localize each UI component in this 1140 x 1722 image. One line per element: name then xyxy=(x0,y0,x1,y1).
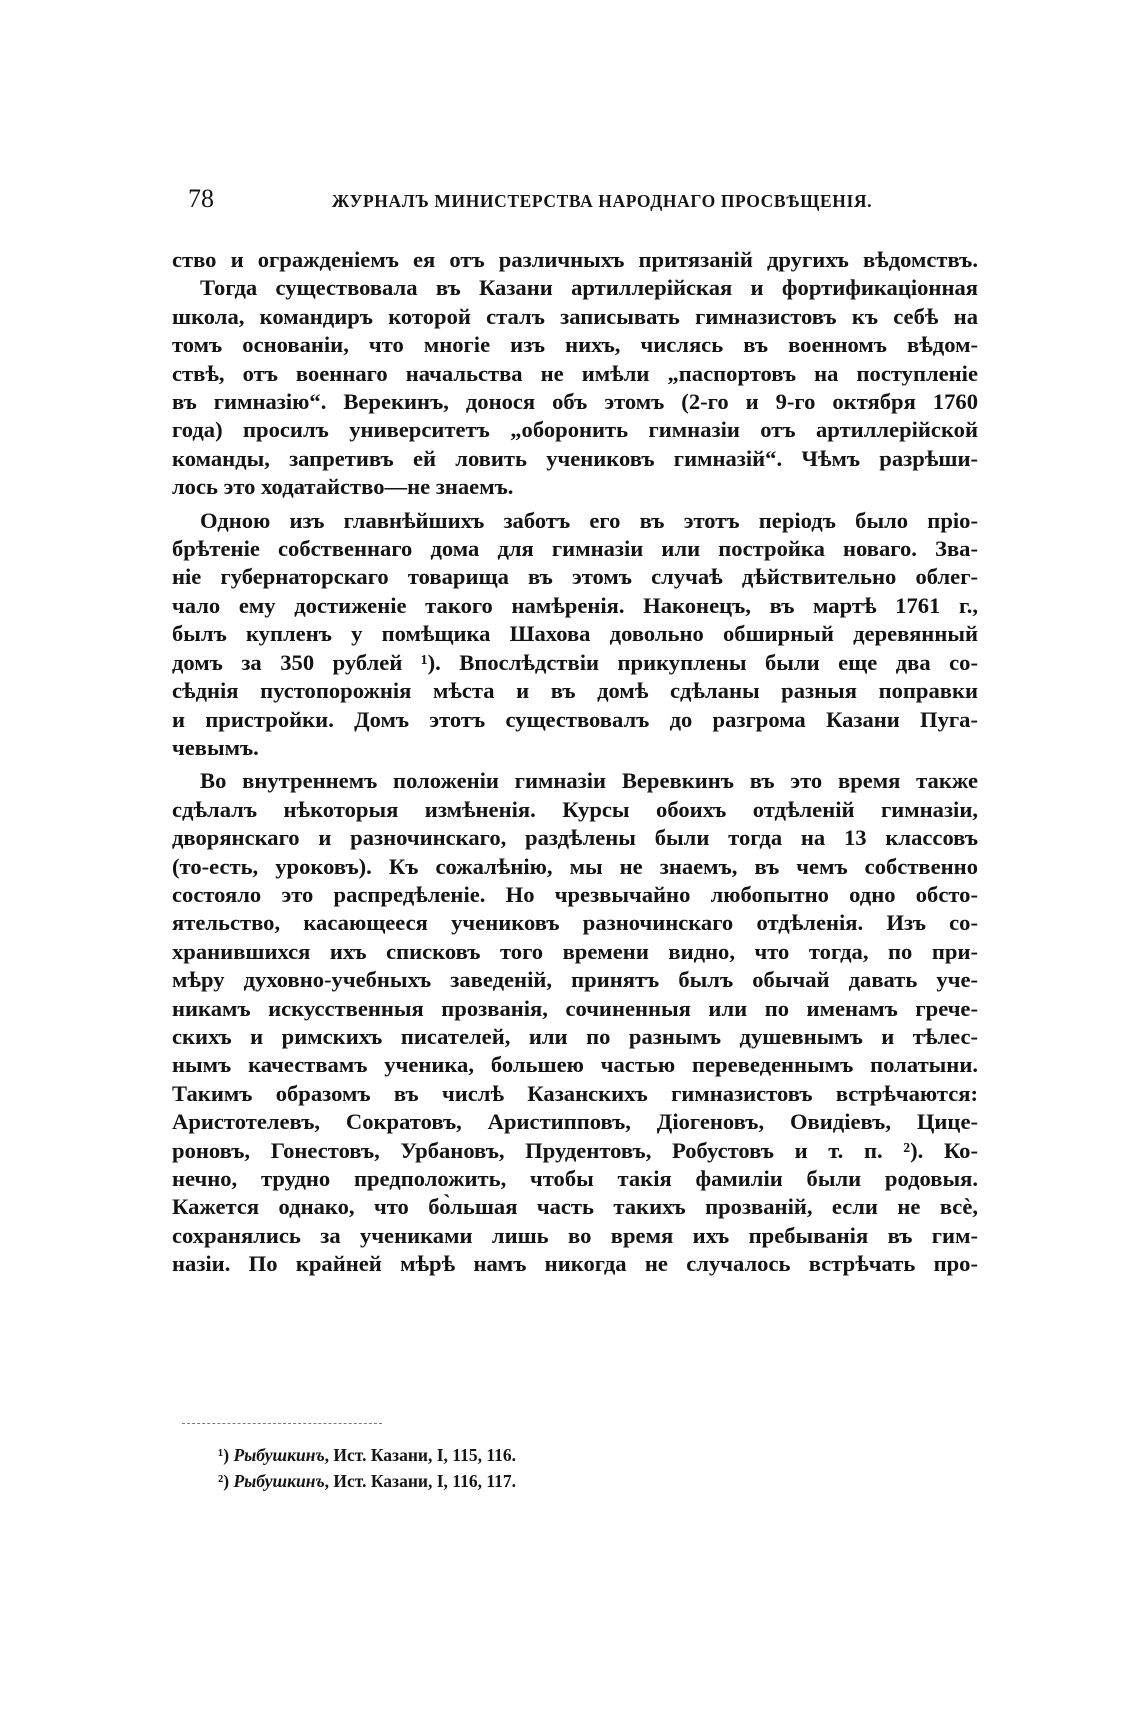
text-line: былъ купленъ у помѣщика Шахова довольно обширный деревянный xyxy=(172,621,978,647)
text-line: сдѣлалъ нѣкоторыя измѣненія. Курсы обоихъ отдѣленій гимназіи, xyxy=(172,796,978,822)
text-line: Во внутреннемъ положеніи гимназіи Веревкинъ въ это время также xyxy=(200,768,978,794)
body-text xyxy=(172,246,978,1279)
footnote-author: Рыбушкинъ xyxy=(233,1445,325,1465)
footnote-reference: , Ист. Казани, I, 115, 116. xyxy=(324,1445,516,1465)
text-line: мѣру духовно-учебныхъ заведеній, принятъ былъ обычай давать уче- xyxy=(172,967,978,993)
text-line: чало ему достиженіе такого намѣренія. Наконецъ, въ мартѣ 1761 г., xyxy=(172,592,978,618)
text-line: (то-есть, уроковъ). Къ сожалѣнію, мы не знаемъ, въ чемъ собственно xyxy=(172,853,978,879)
text-line: команды, запретивъ ей ловить учениковъ гимназій“. Чѣмъ разрѣши- xyxy=(172,445,978,471)
text-line: брѣтеніе собственнаго дома для гимназіи или постройка новаго. Зва- xyxy=(172,536,978,562)
text-line: ніе губернаторскаго товарища въ этомъ случаѣ дѣйствительно облег- xyxy=(172,564,978,590)
text-line: школа, командиръ которой сталъ записывать гимназистовъ къ себѣ на xyxy=(172,303,978,329)
text-line: и пристройки. Домъ этотъ существовалъ до разгрома Казани Пуга- xyxy=(172,706,978,732)
text-line: никамъ искусственныя прозванія, сочиненныя или по именамъ грече- xyxy=(172,995,978,1021)
paragraph xyxy=(172,246,978,502)
paragraph xyxy=(172,507,978,763)
text-line: ствѣ, отъ военнаго начальства не имѣли „паспортовъ на поступленіе xyxy=(172,360,978,386)
text-line: Аристотелевъ, Сократовъ, Аристипповъ, Діогеновъ, Овидіевъ, Цице- xyxy=(172,1109,978,1135)
text-line: въ гимназію“. Верекинъ, донося объ этомъ (2-го и 9-го октября 1760 xyxy=(172,389,978,415)
footnote-author: Рыбушкинъ xyxy=(233,1471,325,1491)
footnote-reference: , Ист. Казани, I, 116, 117. xyxy=(324,1471,516,1491)
text-line: года) просилъ университетъ „оборонить гимназіи отъ артиллерійской xyxy=(172,417,978,443)
footnote-2 xyxy=(218,1468,778,1494)
text-line: состояло это распредѣленіе. Но чрезвычайно любопытно одно обсто- xyxy=(172,881,978,907)
text-line: ятельство, касающееся учениковъ разночинскаго отдѣленія. Изъ со- xyxy=(172,910,978,936)
text-line: домъ за 350 рублей ¹). Впослѣдствіи прикуплены были еще два со- xyxy=(172,649,978,675)
footnotes xyxy=(218,1442,778,1494)
page-number: 78 xyxy=(188,184,214,213)
text-line: сѣднія пустопорожнія мѣста и въ домѣ сдѣланы разныя поправки xyxy=(172,678,978,704)
footnote-mark: ¹) xyxy=(218,1445,230,1465)
footnote-1 xyxy=(218,1442,778,1468)
paragraph xyxy=(172,767,978,1278)
text-line: томъ основаніи, что многіе изъ нихъ, числясь въ военномъ вѣдом- xyxy=(172,332,978,358)
footnote-mark: ²) xyxy=(218,1471,230,1491)
text-line: нечно, трудно предположить, чтобы такія фамиліи были родовыя. xyxy=(172,1166,978,1191)
text-line: Такимъ образомъ въ числѣ Казанскихъ гимназистовъ встрѣчаются: xyxy=(172,1080,978,1106)
text-line: нымъ качествамъ ученика, большею частью переведеннымъ полатыни. xyxy=(172,1052,978,1078)
text-line: Кажется однако, что бо̀льшая часть такихъ прозваній, если не всѐ, xyxy=(172,1194,978,1220)
text-line: хранившихся ихъ списковъ того времени видно, что тогда, по при- xyxy=(172,938,978,964)
text-line: дворянскаго и разночинскаго, раздѣлены были тогда на 13 классовъ xyxy=(172,825,978,851)
text-line: лось это ходатайство—не знаемъ. xyxy=(172,474,514,500)
text-line: скихъ и римскихъ писателей, или по разнымъ душевнымъ и тѣлес- xyxy=(172,1023,978,1049)
text-line: Одною изъ главнѣйшихъ заботъ его въ этотъ періодъ было пріо- xyxy=(200,507,978,533)
text-line: сохранялись за учениками лишь во время ихъ пребыванія въ гим- xyxy=(172,1222,978,1248)
text-line: чевымъ. xyxy=(172,734,259,760)
text-line: назіи. По крайней мѣрѣ намъ никогда не случалось встрѣчать про- xyxy=(172,1251,978,1277)
footnote-divider xyxy=(182,1423,382,1424)
page-header xyxy=(188,184,978,224)
text-line: ство и огражденіемъ ея отъ различныхъ притязаній другихъ вѣдомствъ. xyxy=(172,247,978,272)
text-line: роновъ, Гонестовъ, Урбановъ, Прудентовъ, Робустовъ и т. п. ²). Ко- xyxy=(172,1137,978,1163)
running-head: ЖУРНАЛЪ МИНИСТЕРСТВА НАРОДНАГО ПРОСВѢЩЕНІЯ. xyxy=(331,191,873,211)
text-line: Тогда существовала въ Казани артиллерійская и фортификаціонная xyxy=(200,275,978,301)
